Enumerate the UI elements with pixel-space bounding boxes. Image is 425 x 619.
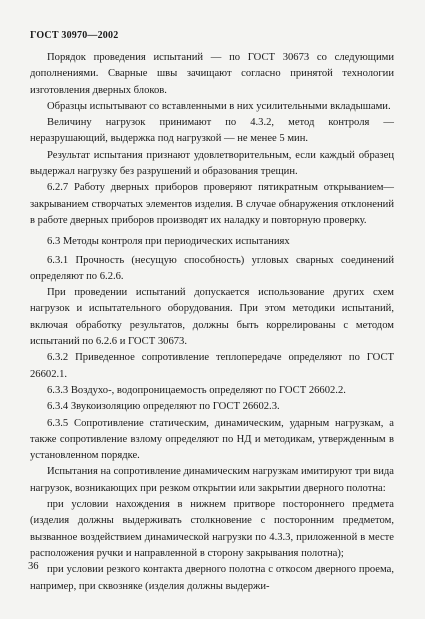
page-number: 36	[28, 561, 39, 572]
section-heading: 6.3 Методы контроля при периодических испытаниях	[47, 236, 290, 248]
paragraph: При проведении испытаний допускается использование других схем нагрузок и испытательного оборудования. При этом методики испытаний, включая обработку результатов, должны быть коррелированы с методом испытаний по 6.2.6 и ГОСТ 30673.	[30, 287, 394, 348]
paragraph: Испытания на сопротивление динамическим нагрузкам имитируют три вида нагрузок, возникающих при резком открытии или закрытии дверного полотна:	[30, 466, 394, 494]
paragraph: 6.3.1 Прочность (несущую способность) угловых сварных соединений определяют по 6.2.6.	[30, 254, 394, 282]
paragraph: при условии резкого контакта дверного полотна с откосом дверного проема, например, при сквозняке (изделия должны выдержи-	[30, 564, 394, 592]
paragraph: Порядок проведения испытаний — по ГОСТ 30673 со следующими дополнениями. Сварные швы зачищают согласно принятой технологии изготовления дверных блоков.	[30, 52, 394, 96]
paragraph: Величину нагрузок принимают по 4.3.2, метод контроля — неразрушающий, выдержка под нагрузкой — не менее 5 мин.	[30, 117, 394, 145]
paragraph: при условии нахождения в нижнем притворе постороннего предмета (изделия должны выдерживать столкновение с посторонним предметом, вызванное воздействием динамической нагрузки по 4.3.3, приложенной в месте расположения ручки и направленной в сторону закрывания полотна);	[30, 499, 394, 559]
paragraph: Образцы испытывают со вставленными в них усилительными вкладышами.	[47, 100, 391, 112]
paragraph: 6.3.4 Звукоизоляцию определяют по ГОСТ 26602.3.	[47, 401, 280, 413]
paragraph: 6.3.3 Воздухо-, водопроницаемость определяют по ГОСТ 26602.2.	[47, 384, 346, 396]
paragraph: 6.3.2 Приведенное сопротивление теплопередаче определяют по ГОСТ 26602.1.	[30, 352, 394, 380]
paragraph: 6.2.7 Работу дверных приборов проверяют пятикратным открыванием—закрыванием створчатых элементов изделия. В случае обнаружения отклонений в работе дверных приборов производят их наладку и повторную проверку.	[30, 182, 394, 226]
paragraph: 6.3.5 Сопротивление статическим, динамическим, ударным нагрузкам, а также сопротивление взлому определяют по НД и методикам, утвержденным в установленном порядке.	[30, 417, 394, 462]
document-header: ГОСТ 30970—2002	[30, 30, 119, 41]
paragraph: Результат испытания признают удовлетворительным, если каждый образец выдержал нагрузку без разрушений и образования трещин.	[30, 149, 394, 178]
document-body	[30, 50, 394, 595]
